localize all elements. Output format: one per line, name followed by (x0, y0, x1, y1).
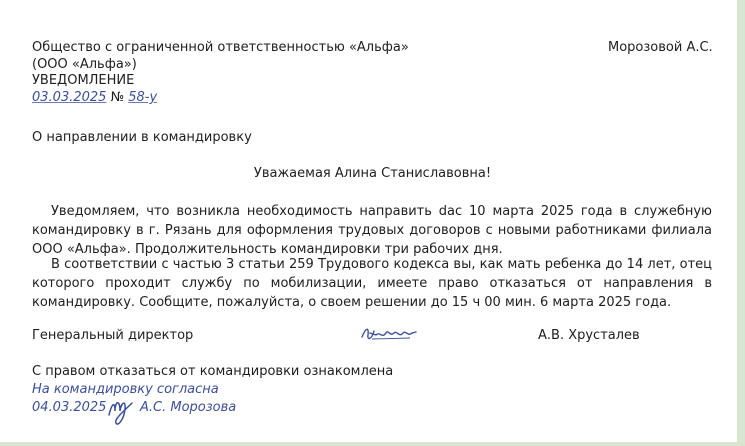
director-signature (360, 323, 418, 345)
number-sign: № (110, 90, 125, 105)
document-number: 58-у (128, 90, 158, 105)
document-date-number-line (32, 90, 157, 106)
handwritten-consent: На командировку согласна (32, 382, 219, 397)
employee-signature (106, 393, 136, 429)
salutation: Уважаемая Алина Станиславовна! (253, 166, 492, 181)
body-paragraph-1: Уведомляем, что возникла необходимость направить dac 10 марта 2025 года в служебную командировку в г. Рязань для оформления трудовых договоров с новыми работниками филиала ООО «Альфа». Продолжительность командировки три рабочих дня. (32, 204, 712, 257)
company-short-name: (ООО «Альфа») (32, 57, 137, 72)
document-date: 03.03.2025 (32, 90, 107, 105)
acknowledgement-statement: С правом отказаться от командировки ознакомлена (32, 364, 394, 379)
body-paragraph-2: В соответствии с частью 3 статьи 259 Трудового кодекса вы, как мать ребенка до 14 лет, отец которого проходит службу по мобилизации, имеете право отказаться от направления в командировку. Сообщите, пожалуйста, о своем решении до 15 ч 00 мин. 6 марта 2025 года. (32, 257, 712, 310)
handwritten-date: 04.03.2025 (32, 400, 107, 415)
subject-line: О направлении в командировку (32, 130, 252, 145)
signatory-name: А.В. Хрусталев (538, 328, 640, 343)
company-full-name: Общество с ограниченной ответственностью «Альфа» (32, 40, 409, 55)
document-type: УВЕДОМЛЕНИЕ (32, 73, 135, 88)
addressee: Морозовой А.С. (608, 40, 713, 55)
handwritten-employee-name: А.С. Морозова (140, 400, 237, 415)
signatory-position: Генеральный директор (32, 328, 194, 343)
